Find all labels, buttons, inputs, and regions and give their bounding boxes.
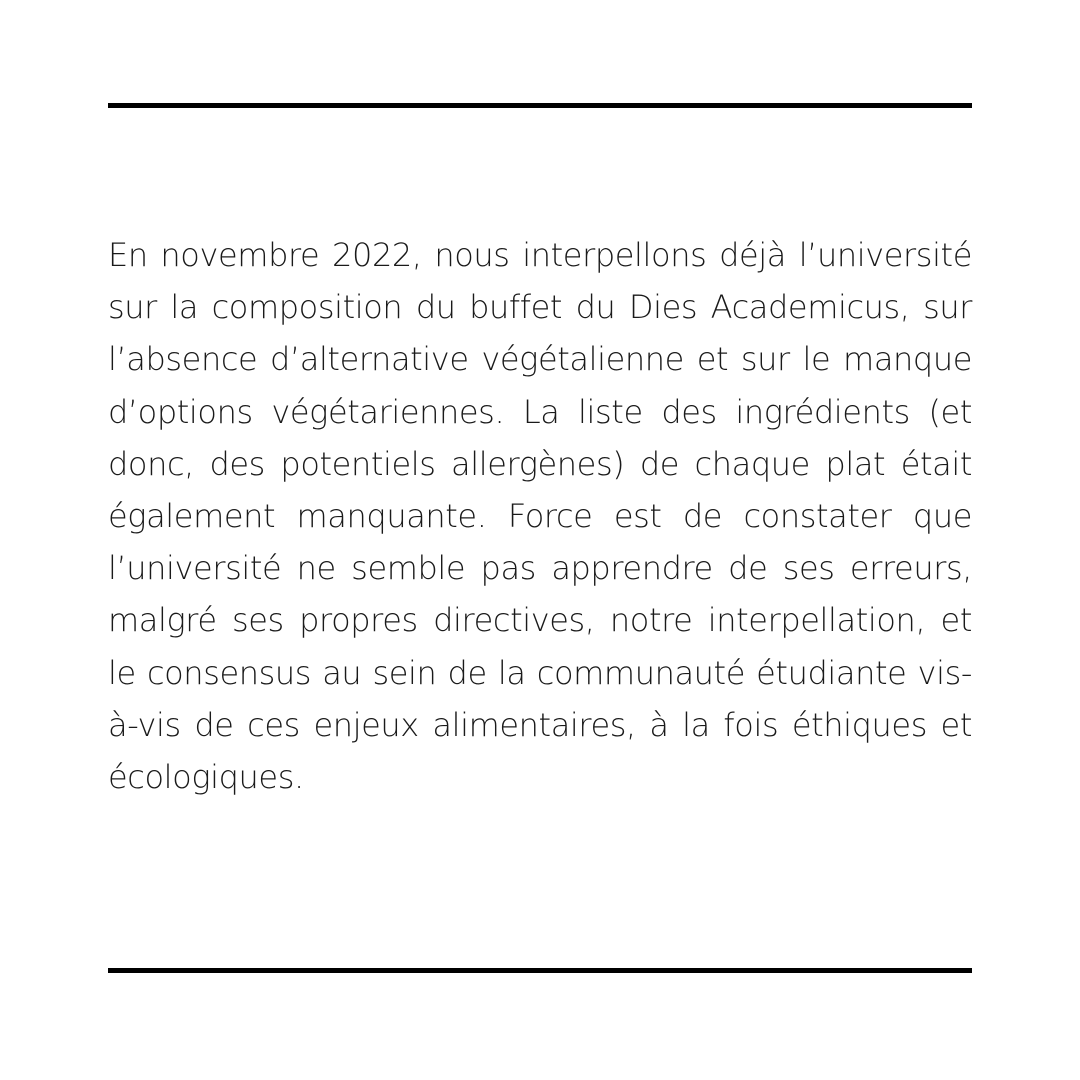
body-paragraph: En novembre 2022, nous interpellons déjà l’université sur la composition du buffet du Dies Academicus, sur l’absence d’alternative végétalienne et sur le manque d’options végétariennes. La liste des ingrédients (et donc, des potentiels allergènes) de chaque plat était également manquante. Force est de constater que l’université ne semble pas apprendre de ses erreurs, malgré ses propres directives, notre interpellation, et le consensus au sein de la communauté étudiante vis-à-vis de ces enjeux alimentaires, à la fois éthiques et écologiques. bbox=[108, 236, 972, 797]
bottom-divider bbox=[108, 968, 972, 973]
top-divider bbox=[108, 103, 972, 108]
